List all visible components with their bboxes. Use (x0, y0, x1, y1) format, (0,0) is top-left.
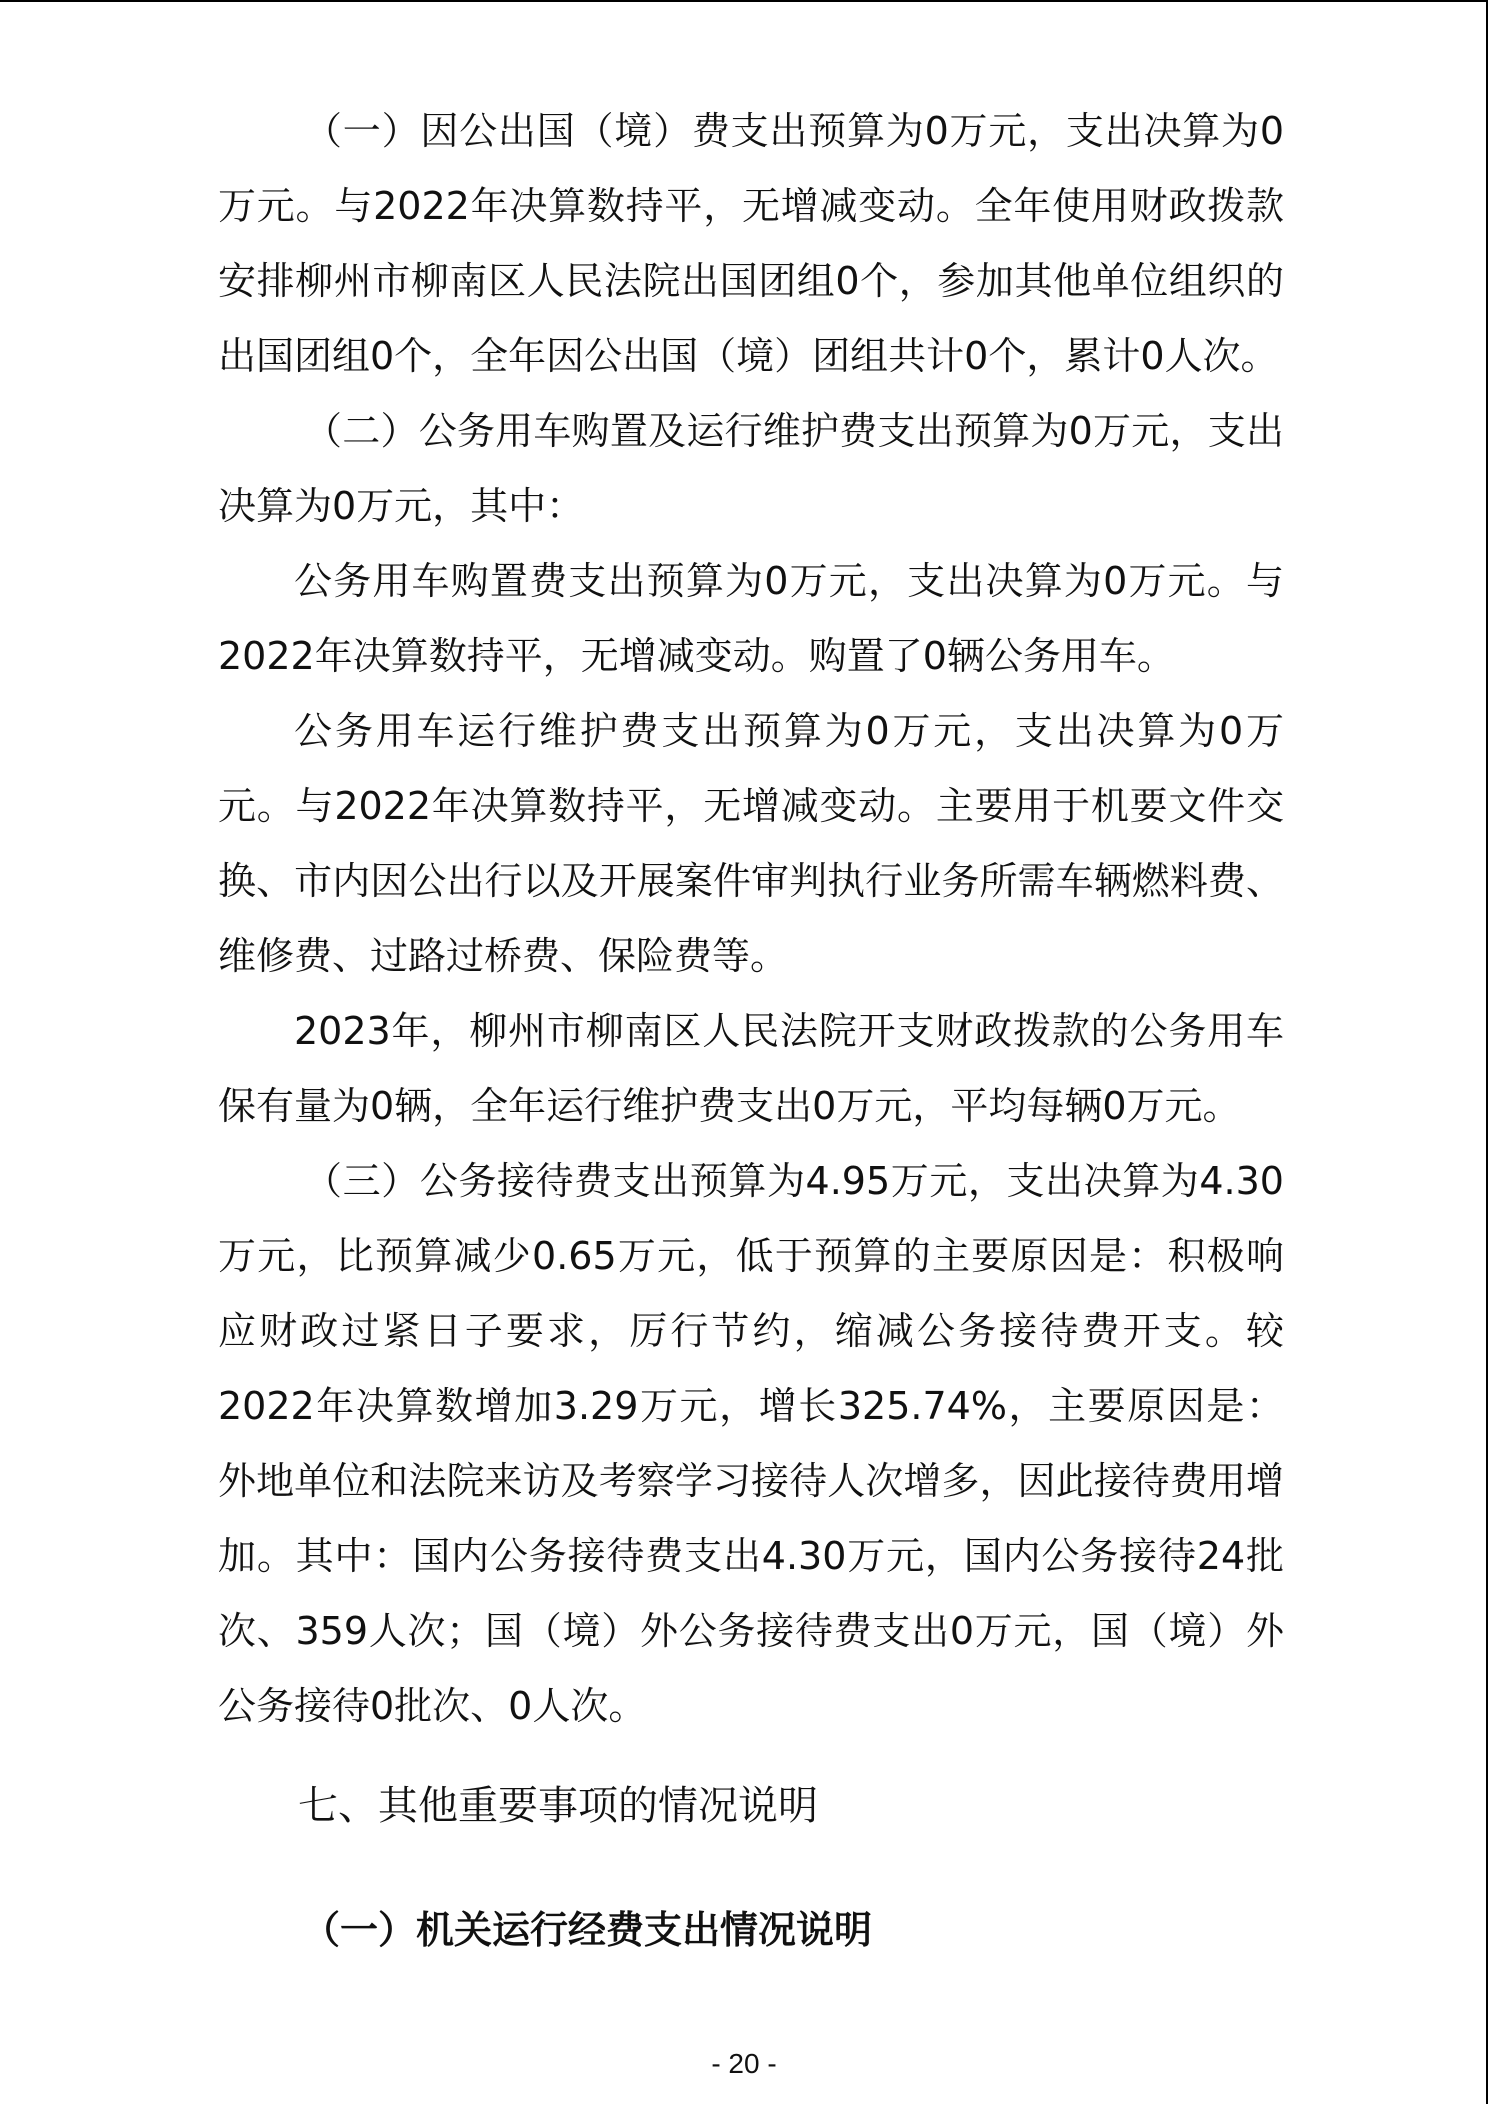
paragraph-vehicle-summary: （二）公务用车购置及运行维护费支出预算为0万元，支出决算为0万元，其中： (218, 409, 1284, 528)
document-body (218, 94, 1284, 1744)
paragraph-overseas-travel: （一）因公出国（境）费支出预算为0万元，支出决算为0万元。与2022年决算数持平，无增减变动。全年使用财政拨款安排柳州市柳南区人民法院出国团组0个，参加其他单位组织的出国团组0个，全年因公出国（境）团组共计0个，累计0人次。 (218, 109, 1284, 378)
paragraph-vehicle-purchase: 公务用车购置费支出预算为0万元，支出决算为0万元。与2022年决算数持平，无增减变动。购置了0辆公务用车。 (218, 559, 1284, 678)
subsection-heading: （一）机关运行经费支出情况说明 (302, 1908, 873, 1952)
page-number: - 20 - (711, 2048, 777, 2079)
paragraph-vehicle-maintenance: 公务用车运行维护费支出预算为0万元，支出决算为0万元。与2022年决算数持平，无增减变动。主要用于机要文件交换、市内因公出行以及开展案件审判执行业务所需车辆燃料费、维修费、过路过桥费、保险费等。 (218, 709, 1284, 978)
paragraph-reception-expenses: （三）公务接待费支出预算为4.95万元，支出决算为4.30万元，比预算减少0.65万元，低于预算的主要原因是：积极响应财政过紧日子要求，厉行节约，缩减公务接待费开支。较2022年决算数增加3.29万元，增长325.74%，主要原因是：外地单位和法院来访及考察学习接待人次增多，因此接待费用增加。其中：国内公务接待费支出4.30万元，国内公务接待24批次、359人次；国（境）外公务接待费支出0万元，国（境）外公务接待0批次、0人次。 (218, 1159, 1284, 1728)
paragraph-vehicle-inventory: 2023年，柳州市柳南区人民法院开支财政拨款的公务用车保有量为0辆，全年运行维护费支出0万元，平均每辆0万元。 (218, 1009, 1284, 1128)
section-heading: 七、其他重要事项的情况说明 (298, 1783, 818, 1829)
